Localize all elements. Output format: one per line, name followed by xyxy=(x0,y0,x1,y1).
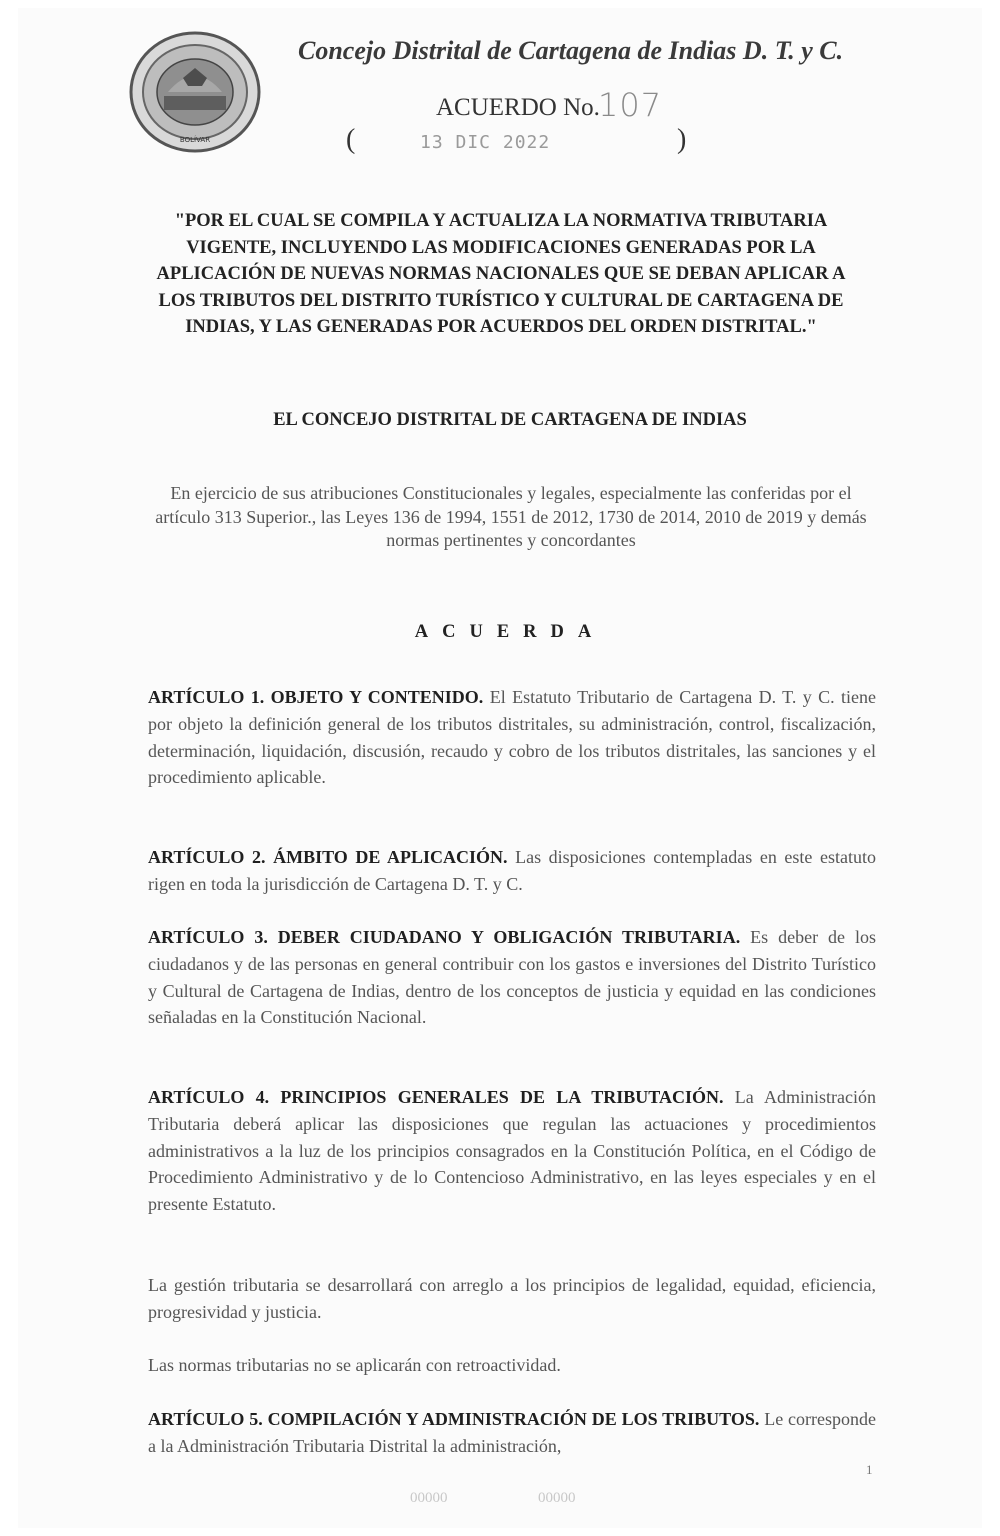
council-seal-logo xyxy=(128,30,262,154)
date-close-paren: ) xyxy=(677,124,687,155)
article-5-title: ARTÍCULO 5. COMPILACIÓN Y ADMINISTRACIÓN DE LOS TRIBUTOS. xyxy=(148,1409,760,1429)
article-4-text: La Administración Tributaria deberá aplicar las disposiciones que regulan las actuaciones y procedimientos administrativos a la luz de los principios consagrados en la Constitución Política, en el Código de Procedimiento Administrativo y de lo Contencioso Administrativo, en las leyes especiales y en el presente Estatuto. xyxy=(148,1087,876,1215)
article-3-title: ARTÍCULO 3. DEBER CIUDADANO Y OBLIGACIÓN TRIBUTARIA. xyxy=(148,927,741,947)
article-2-text: Las disposiciones contempladas en este estatuto rigen en toda la jurisdicción de Cartagena D. T. y C. xyxy=(148,847,876,894)
article-1 xyxy=(148,684,876,791)
article-3-text: Es deber de los ciudadanos y de las personas en general contribuir con los gastos e inversiones del Distrito Turístico y Cultural de Cartagena de Indias, dentro de los conceptos de justicia y equidad en las condiciones señaladas en la Constitución Nacional. xyxy=(148,927,877,1028)
article-4-title: ARTÍCULO 4. PRINCIPIOS GENERALES DE LA TRIBUTACIÓN. xyxy=(148,1087,724,1107)
date-open-paren: ( xyxy=(346,124,356,155)
footer-mark-right: 00000 xyxy=(538,1490,576,1506)
paragraph-retroactivity: Las normas tributarias no se aplicarán con retroactividad. xyxy=(148,1355,561,1375)
article-2-title: ARTÍCULO 2. ÁMBITO DE APLICACIÓN. xyxy=(148,847,508,867)
council-heading: EL CONCEJO DISTRITAL DE CARTAGENA DE INDIAS xyxy=(273,410,747,430)
article-4 xyxy=(148,1084,876,1218)
council-name-heading: Concejo Distrital de Cartagena de Indias D. T. y C. xyxy=(298,36,844,65)
date-stamp: 13 DIC 2022 xyxy=(420,132,551,153)
paragraph-principles: La gestión tributaria se desarrollará con arreglo a los principios de legalidad, equidad, eficiencia, progresividad y justicia. xyxy=(148,1275,876,1322)
article-1-text: El Estatuto Tributario de Cartagena D. T. y C. tiene por objeto la definición general de los tributos distritales, su administración, control, fiscalización, determinación, liquidación, discusión, recaudo y cobro de los tributos distritales, las sanciones y el procedimiento aplicable. xyxy=(148,687,876,788)
footer-mark-left: 00000 xyxy=(410,1490,448,1506)
document-title: "POR EL CUAL SE COMPILA Y ACTUALIZA LA NORMATIVA TRIBUTARIA VIGENTE, INCLUYENDO LAS MODIFICACIONES GENERADAS POR LA APLICACIÓN DE NUEVAS NORMAS NACIONALES QUE SE DEBAN APLICAR A LOS TRIBUTOS DEL DISTRITO TURÍSTICO Y CULTURAL DE CARTAGENA DE INDIAS, Y LAS GENERADAS POR ACUERDOS DEL ORDEN DISTRITAL." xyxy=(156,211,846,337)
article-1-title: ARTÍCULO 1. OBJETO Y CONTENIDO. xyxy=(148,687,484,707)
acuerda-heading: ACUERDA xyxy=(414,622,606,642)
article-5 xyxy=(148,1406,876,1460)
article-5-text: Le corresponde a la Administración Tributaria Distrital la administración, xyxy=(148,1409,877,1456)
preamble-text: En ejercicio de sus atribuciones Constitucionales y legales, especialmente las conferidas por el artículo 313 Superior., las Leyes 136 de 1994, 1551 de 2012, 1730 de 2014, 2010 de 2019 y demás normas pertinentes y concordantes xyxy=(155,483,867,550)
acuerdo-number-handwritten: 107 xyxy=(598,86,663,124)
article-3 xyxy=(148,924,876,1031)
acuerdo-label: ACUERDO No. xyxy=(436,94,600,121)
article-2 xyxy=(148,844,876,898)
page-number: 1 xyxy=(866,1462,873,1477)
svg-text:BOLÍVAR: BOLÍVAR xyxy=(179,136,211,144)
